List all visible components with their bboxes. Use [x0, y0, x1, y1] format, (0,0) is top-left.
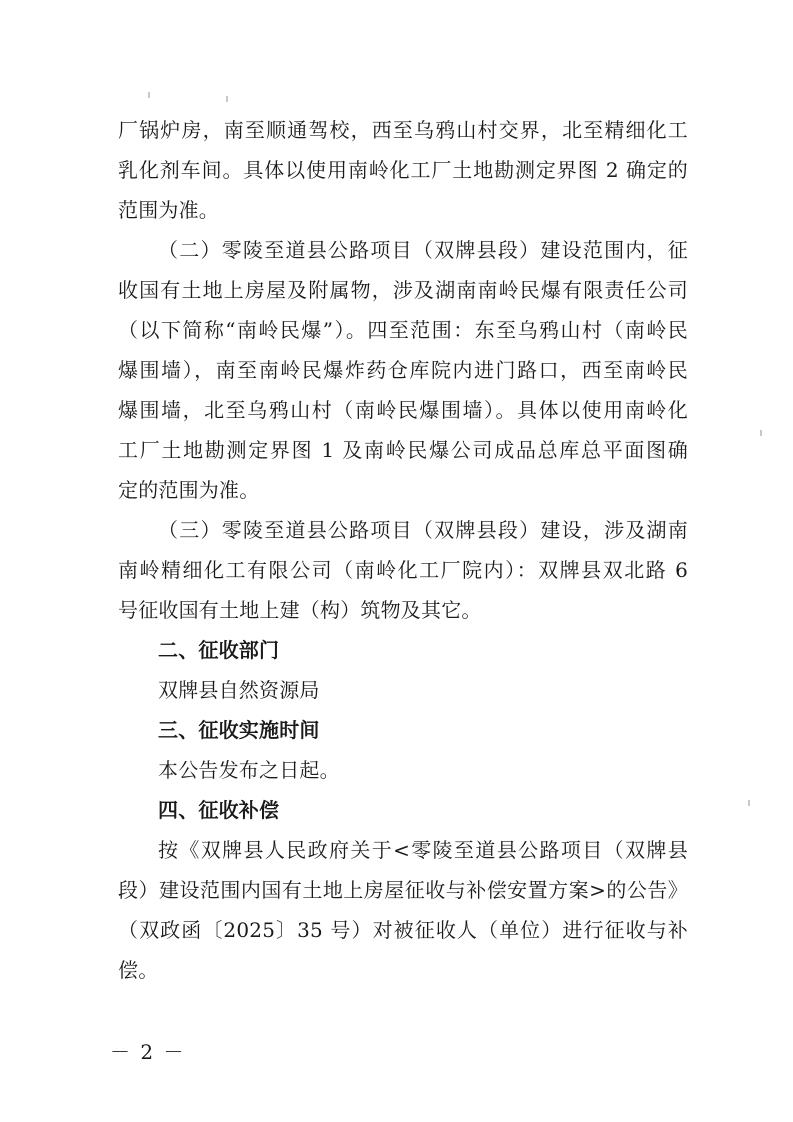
section-heading: 三、征收实施时间 — [158, 718, 320, 742]
paragraph-line: （二）零陵至道县公路项目（双牌县段）建设范围内，征 — [158, 238, 688, 262]
paragraph-line: 爆围墙，北至乌鸦山村（南岭民爆围墙）。具体以使用南岭化 — [118, 398, 688, 422]
paragraph-line: 收国有土地上房屋及附属物，涉及湖南南岭民爆有限责任公司 — [118, 278, 688, 302]
paragraph-line: （双政函〔2025〕35 号）对被征收人（单位）进行征收与补 — [118, 918, 688, 942]
paragraph-line: （以下简称“南岭民爆”）。四至范围：东至乌鸦山村（南岭民 — [118, 318, 688, 342]
paragraph-line: 双牌县自然资源局 — [158, 678, 320, 702]
paragraph-line: 乳化剂车间。具体以使用南岭化工厂土地勘测定界图 2 确定的 — [118, 158, 688, 182]
paragraph-line: 厂锅炉房，南至顺通驾校，西至乌鸦山村交界，北至精细化工 — [118, 118, 688, 142]
paragraph-line: 本公告发布之日起。 — [158, 758, 340, 782]
scan-speck — [148, 92, 150, 98]
paragraph-line: 南岭精细化工有限公司（南岭化工厂院内）：双牌县双北路 6 — [118, 558, 688, 582]
paragraph-line: 按《双牌县人民政府关于<零陵至道县公路项目（双牌县 — [158, 838, 688, 862]
paragraph-line: 定的范围为准。 — [118, 478, 260, 502]
paragraph-line: （三）零陵至道县公路项目（双牌县段）建设，涉及湖南 — [158, 518, 688, 542]
scan-speck — [760, 430, 762, 436]
paragraph-line: 工厂土地勘测定界图 1 及南岭民爆公司成品总库总平面图确 — [118, 438, 688, 462]
page-number: － 2 － — [110, 1040, 186, 1064]
section-heading: 二、征收部门 — [158, 638, 280, 662]
paragraph-line: 偿。 — [118, 958, 159, 982]
scan-speck — [226, 96, 228, 102]
paragraph-line: 号征收国有土地上建（构）筑物及其它。 — [118, 598, 482, 622]
paragraph-line: 范围为准。 — [118, 198, 219, 222]
scan-speck — [748, 800, 750, 806]
section-heading: 四、征收补偿 — [158, 798, 280, 822]
paragraph-line: 段）建设范围内国有土地上房屋征收与补偿安置方案>的公告》 — [118, 878, 688, 902]
paragraph-line: 爆围墙），南至南岭民爆炸药仓库院内进门路口，西至南岭民 — [118, 358, 688, 382]
